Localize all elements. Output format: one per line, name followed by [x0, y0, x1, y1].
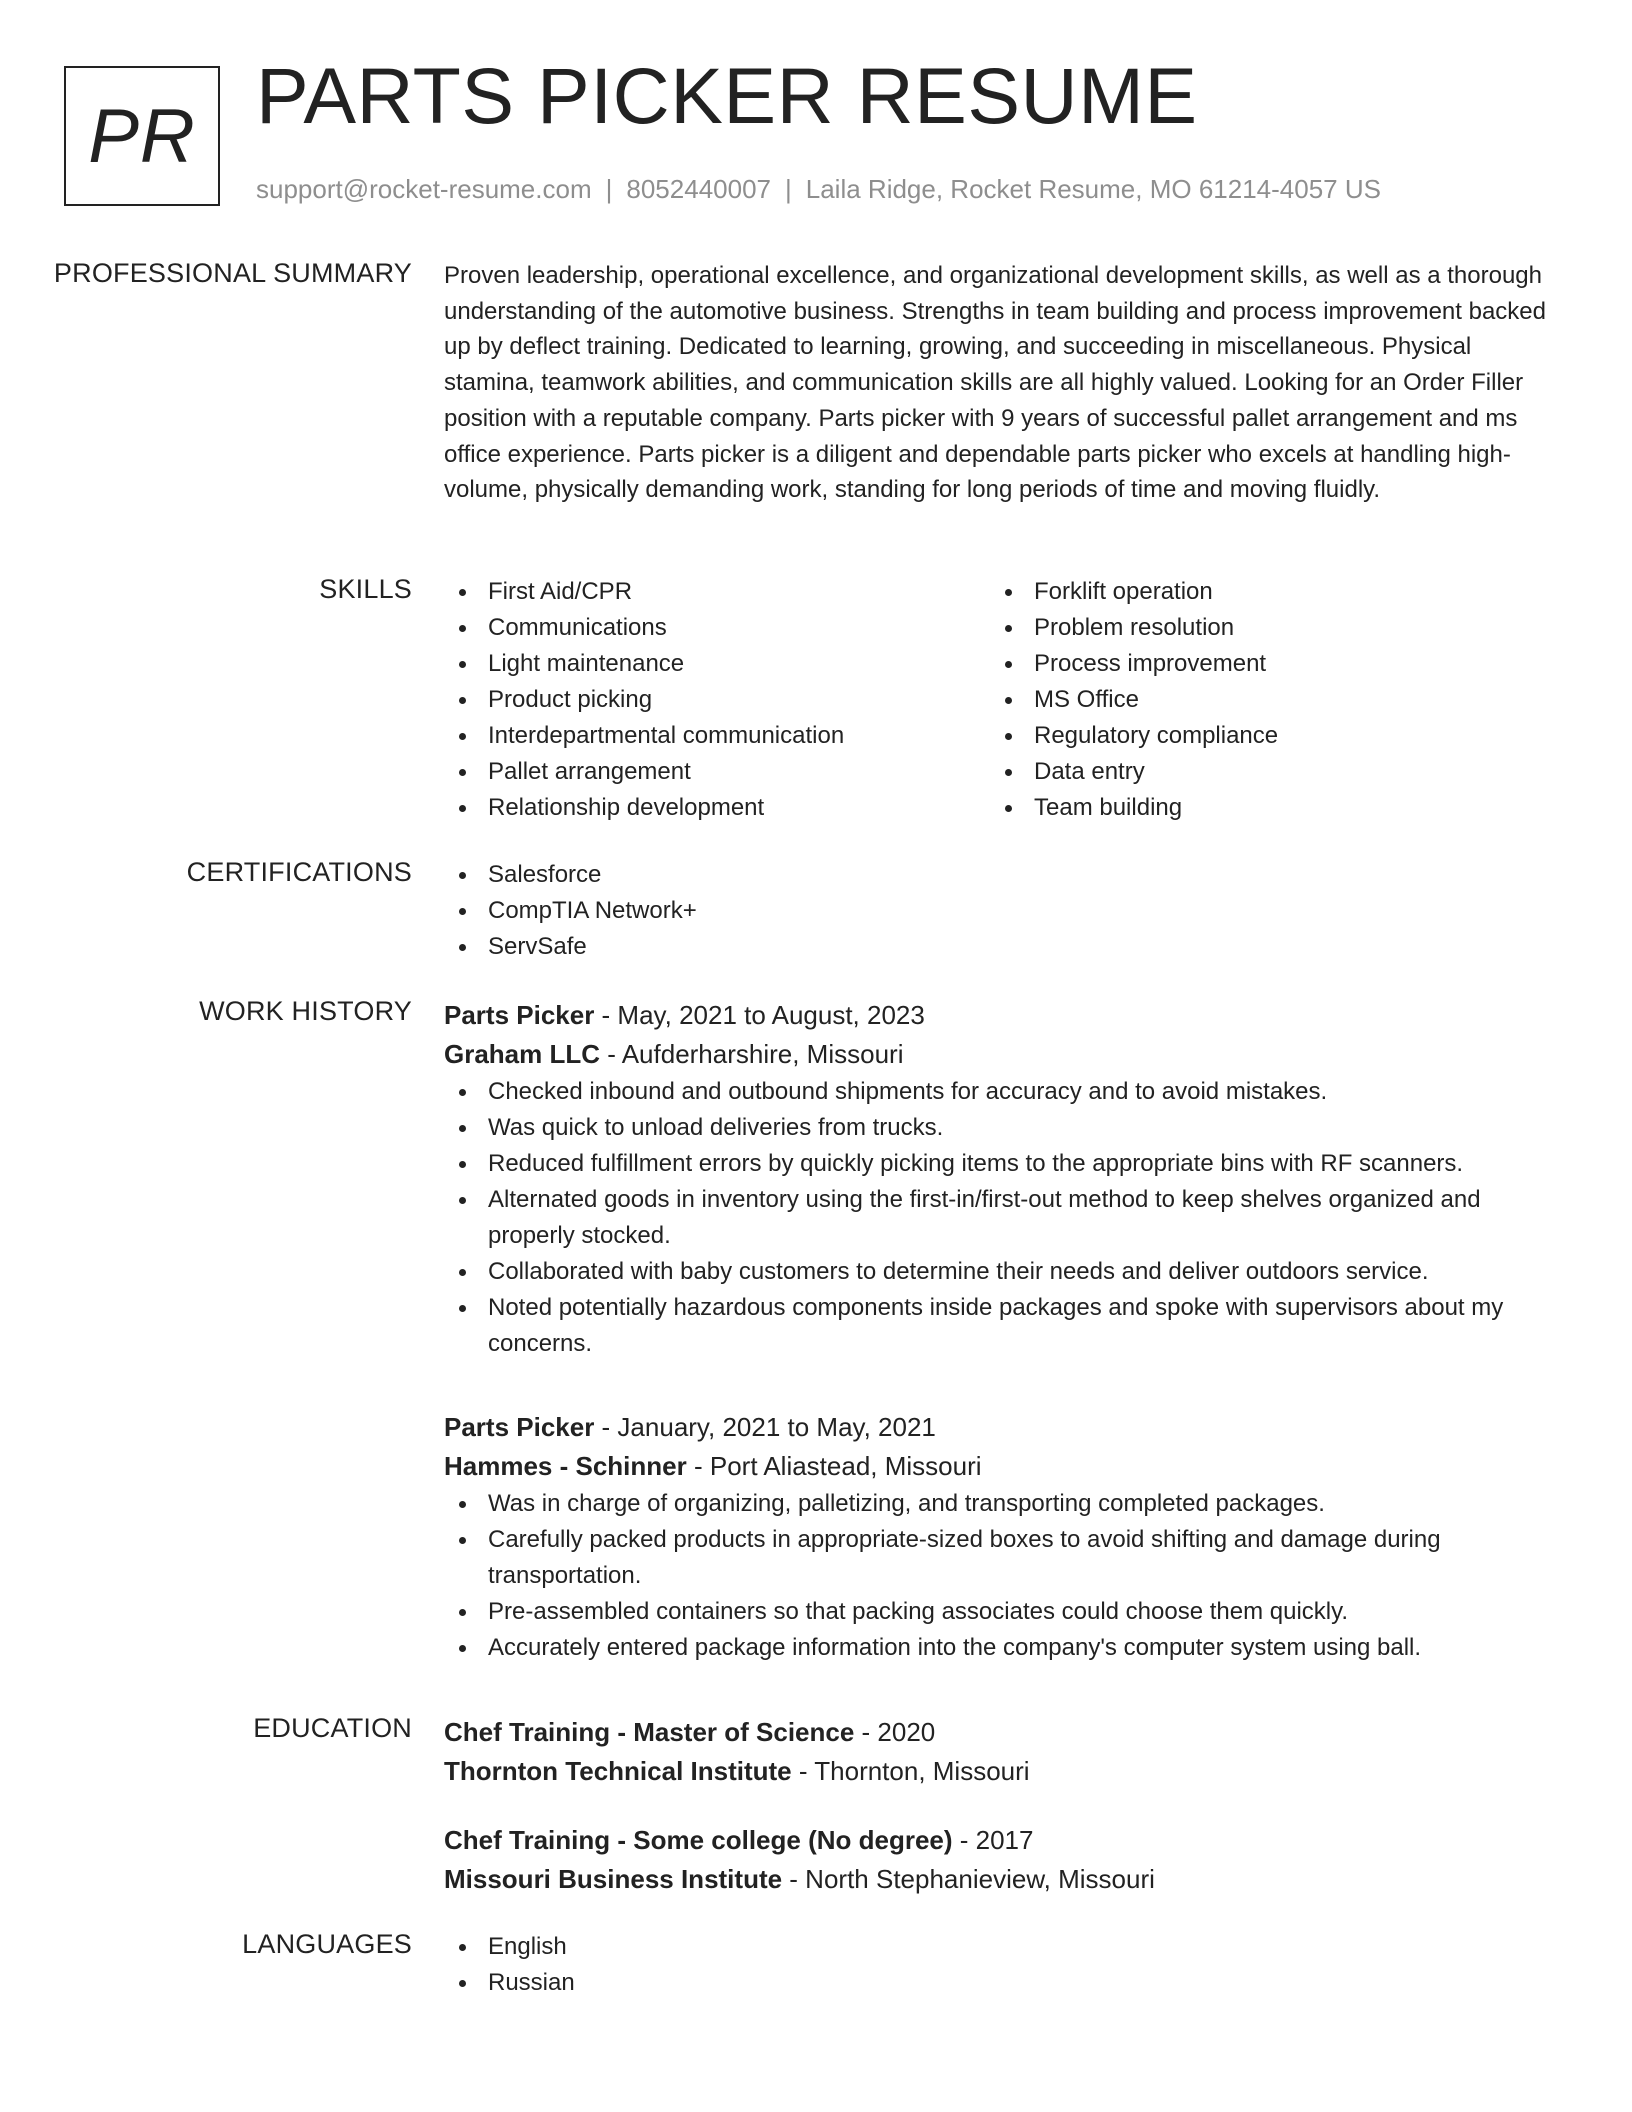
degree-line: [444, 1713, 1554, 1752]
education-entry: [444, 1821, 1554, 1899]
skill-item: Light maintenance: [444, 646, 990, 682]
degree-name: Chef Training - Some college (No degree): [444, 1825, 953, 1855]
skill-item: Problem resolution: [990, 610, 1536, 646]
job-company: Graham LLC: [444, 1039, 601, 1069]
work-history-body: [444, 1408, 1554, 1666]
education-body: [444, 1713, 1554, 1791]
resume-title: PARTS PICKER RESUME: [256, 51, 1198, 140]
job-duty: Noted potentially hazardous components inside packages and spoke with supervisors about my concerns.: [444, 1290, 1554, 1362]
language-item: English: [444, 1929, 1554, 1965]
skill-item: Communications: [444, 610, 990, 646]
job-duty: Collaborated with baby customers to determine their needs and deliver outdoors service.: [444, 1254, 1554, 1290]
job-dates: - January, 2021 to May, 2021: [594, 1412, 936, 1442]
summary-text: Proven leadership, operational excellence, and organizational development skills, as well as a thorough understanding of the automotive business. Strengths in team building and process improvement backed up by deflect training. Dedicated to learning, growing, and succeeding in miscellaneous. Physical stamina, teamwork abilities, and communication skills are all highly valued. Looking for an Order Filler position with a reputable company. Parts picker with 9 years of successful pallet arrangement and ms office experience. Parts picker is a diligent and dependable parts picker who excels at handling high-volume, physically demanding work, standing for long periods of time and moving fluidly.: [444, 262, 1546, 504]
skills-list-right: [990, 574, 1536, 826]
job-duty: Checked inbound and outbound shipments for accuracy and to avoid mistakes.: [444, 1074, 1554, 1110]
job-company-line: [444, 1035, 1554, 1074]
education-body: [444, 1821, 1554, 1899]
job-duty: Alternated goods in inventory using the first-in/first-out method to keep shelves organized and properly stocked.: [444, 1182, 1554, 1254]
section-label-certifications: CERTIFICATIONS: [186, 857, 412, 887]
languages-list: [444, 1929, 1554, 2001]
certification-item: ServSafe: [444, 929, 1554, 965]
job-duty: Carefully packed products in appropriate-sized boxes to avoid shifting and damage during transportation.: [444, 1522, 1554, 1594]
job-company-line: [444, 1447, 1554, 1486]
education-entry: [444, 1713, 1554, 1791]
school-location: - North Stephanieview, Missouri: [782, 1864, 1155, 1894]
job-entry: [444, 996, 1554, 1362]
skill-item: MS Office: [990, 682, 1536, 718]
job-location: - Port Aliastead, Missouri: [686, 1451, 982, 1481]
skill-item: First Aid/CPR: [444, 574, 990, 610]
certifications-list: [444, 857, 1554, 965]
skill-item: Relationship development: [444, 790, 990, 826]
contact-address: Laila Ridge, Rocket Resume, MO 61214-4057 US: [805, 174, 1381, 204]
section-label-languages: LANGUAGES: [242, 1929, 412, 1959]
degree-line: [444, 1821, 1554, 1860]
school-line: [444, 1860, 1554, 1899]
job-title-line: [444, 1408, 1554, 1447]
section-label-summary: PROFESSIONAL SUMMARY: [53, 258, 412, 288]
contact-phone: 8052440007: [626, 174, 771, 204]
job-dates: - May, 2021 to August, 2023: [594, 1000, 925, 1030]
job-location: - Aufderharshire, Missouri: [600, 1039, 904, 1069]
school-line: [444, 1752, 1554, 1791]
certification-item: CompTIA Network+: [444, 893, 1554, 929]
contact-email: support@rocket-resume.com: [256, 174, 592, 204]
job-duty: Was in charge of organizing, palletizing, and transporting completed packages.: [444, 1486, 1554, 1522]
degree-year: - 2017: [952, 1825, 1034, 1855]
school-name: Thornton Technical Institute: [444, 1756, 792, 1786]
skill-item: Team building: [990, 790, 1536, 826]
skill-item: Forklift operation: [990, 574, 1536, 610]
section-label-work-history: WORK HISTORY: [199, 996, 412, 1026]
skill-item: Data entry: [990, 754, 1536, 790]
certifications-body: [444, 857, 1554, 965]
monogram-badge: PR: [64, 66, 220, 206]
job-duties-list: [444, 1074, 1554, 1362]
job-duty: Was quick to unload deliveries from trucks.: [444, 1110, 1554, 1146]
school-location: - Thornton, Missouri: [791, 1756, 1030, 1786]
job-entry: [444, 1408, 1554, 1666]
certification-item: Salesforce: [444, 857, 1554, 893]
job-title-line: [444, 996, 1554, 1035]
job-duty: Reduced fulfillment errors by quickly picking items to the appropriate bins with RF scanners.: [444, 1146, 1554, 1182]
contact-separator: |: [785, 174, 792, 204]
languages-body: [444, 1929, 1554, 2001]
skills-columns: [444, 574, 1554, 826]
skills-list-left: [444, 574, 990, 826]
job-title: Parts Picker: [444, 1000, 595, 1030]
skill-item: Pallet arrangement: [444, 754, 990, 790]
skill-item: Interdepartmental communication: [444, 718, 990, 754]
section-label-education: EDUCATION: [253, 1713, 412, 1743]
school-name: Missouri Business Institute: [444, 1864, 783, 1894]
skill-item: Regulatory compliance: [990, 718, 1536, 754]
skill-item: Process improvement: [990, 646, 1536, 682]
language-item: Russian: [444, 1965, 1554, 2001]
job-title: Parts Picker: [444, 1412, 595, 1442]
section-label-skills: SKILLS: [319, 574, 412, 604]
work-history-body: [444, 996, 1554, 1362]
skill-item: Product picking: [444, 682, 990, 718]
degree-name: Chef Training - Master of Science: [444, 1717, 855, 1747]
job-duty: Accurately entered package information into the company's computer system using ball.: [444, 1630, 1554, 1666]
job-duty: Pre-assembled containers so that packing associates could choose them quickly.: [444, 1594, 1554, 1630]
job-company: Hammes - Schinner: [444, 1451, 687, 1481]
degree-year: - 2020: [854, 1717, 936, 1747]
job-duties-list: [444, 1486, 1554, 1666]
summary-body: [444, 258, 1554, 508]
contact-separator: |: [605, 174, 613, 204]
contact-line: [256, 174, 1381, 205]
